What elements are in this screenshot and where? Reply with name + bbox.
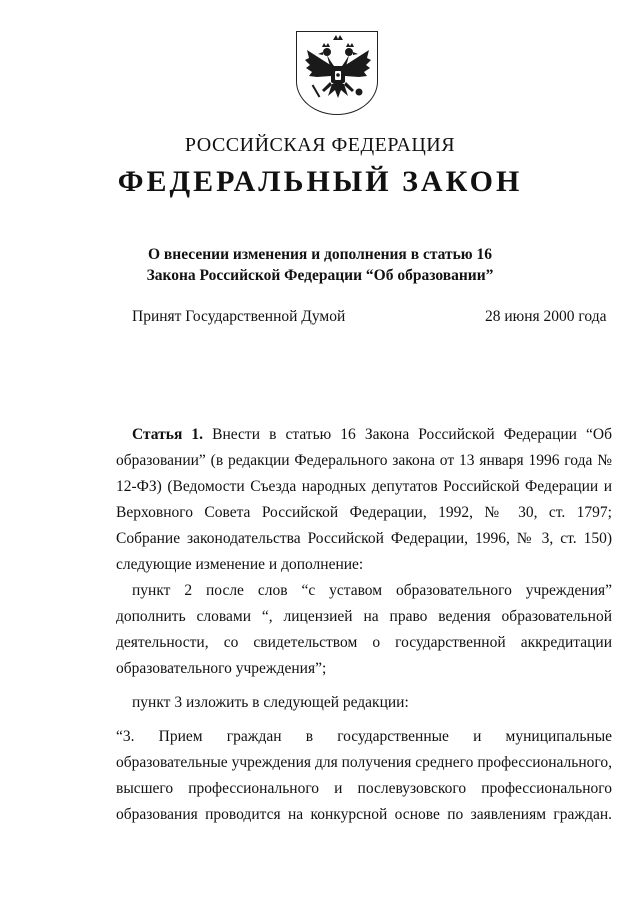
article-1-body (116, 422, 612, 828)
article-line: образовании” (в редакции Федерального закона от 13 января 1996 года № (116, 452, 612, 469)
article-line: Статья 1. Внести в статью 16 Закона Российской Федерации “Об (132, 426, 612, 443)
article-line: Собрание законодательства Российской Федерации, 1996, № 3, ст. 150) (116, 530, 612, 547)
article-line: Верховного Совета Российской Федерации, 1992, № 30, ст. 1797; (116, 504, 612, 521)
point2-line: пункт 2 после слов “с уставом образовательного учреждения” (132, 582, 612, 599)
point3-intro: пункт 3 изложить в следующей редакции: (132, 694, 409, 711)
article-line: 12-ФЗ) (Ведомости Съезда народных депутатов Российской Федерации и (116, 478, 612, 495)
document-type-title: ФЕДЕРАЛЬНЫЙ ЗАКОН (117, 165, 523, 198)
point3-line: “3. Прием граждан в государственные и муниципальные (116, 728, 612, 745)
point3-line: высшего профессионального и послевузовского профессионального (116, 780, 612, 797)
point3-line: образовательные учреждения для получения среднего профессионального, (116, 754, 612, 771)
point2-line: образовательного учреждения”; (116, 660, 327, 677)
country-title: РОССИЙСКАЯ ФЕДЕРАЦИЯ (184, 134, 456, 156)
subject-line: Закона Российской Федерации “Об образовании” (146, 267, 494, 284)
point2-line: дополнить словами “, лицензией на право ведения образовательной (116, 608, 612, 625)
coat-of-arms-emblem (296, 31, 378, 115)
article-line: следующие изменение и дополнение: (116, 556, 364, 573)
article-label: Статья 1. (132, 426, 204, 443)
adopted-by-text: Принят Государственной Думой (132, 308, 346, 325)
point2-line: деятельности, со свидетельством о государственной аккредитации (116, 634, 612, 651)
adoption-date: 28 июня 2000 года (485, 308, 607, 325)
subject-line: О внесении изменения и дополнения в статью 16 (147, 246, 493, 263)
double-headed-eagle-icon (297, 32, 378, 115)
law-subject (0, 244, 640, 286)
point3-line: образования проводится на конкурсной основе по заявлениям граждан. (116, 806, 612, 823)
